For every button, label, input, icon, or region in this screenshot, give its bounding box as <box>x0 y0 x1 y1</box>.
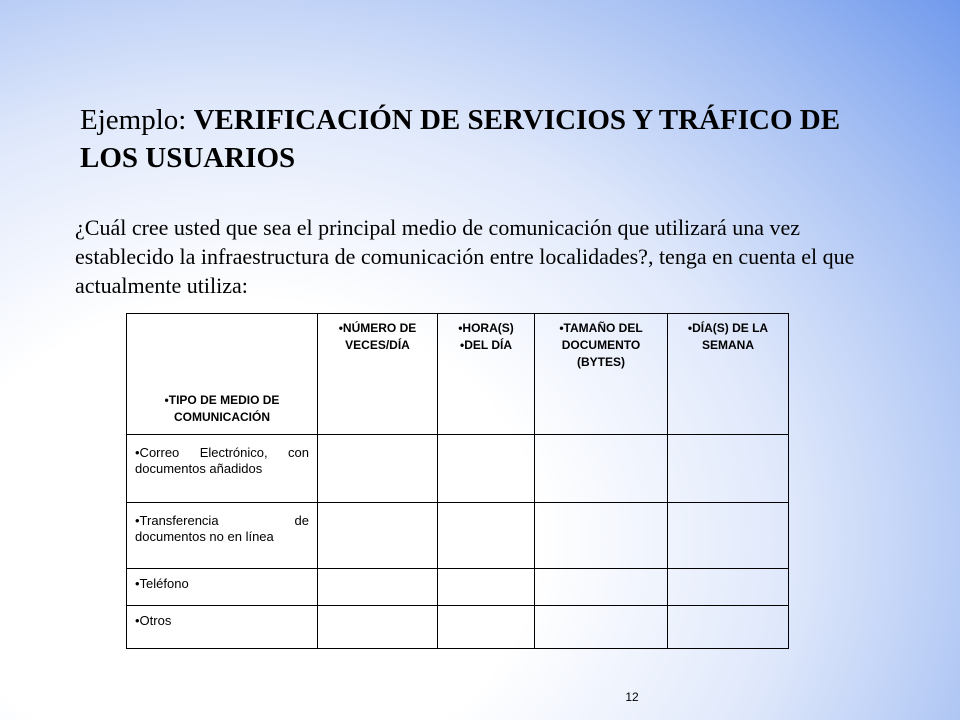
header-numero-veces <box>318 314 438 435</box>
survey-table <box>126 313 789 649</box>
table-cell[interactable] <box>535 569 668 606</box>
title-prefix: Ejemplo: <box>80 104 194 136</box>
table-row <box>127 606 789 649</box>
row-label-telefono: •Teléfono <box>127 569 318 606</box>
header-numero-veces-text: •NÚMERO DE VECES/DÍA <box>338 321 417 352</box>
header-hora-dia <box>438 314 535 435</box>
table-cell[interactable] <box>535 606 668 649</box>
slide-title <box>80 101 880 177</box>
survey-question: ¿Cuál cree usted que sea el principal medio de comunicación que utilizará una vez establecido la infraestructura de comunicación entre localidades?, tenga en cuenta el que actualmente utiliza: <box>75 215 855 298</box>
header-tamano-documento: •TAMAÑO DEL DOCUMENTO (BYTES) <box>535 314 668 435</box>
table-cell[interactable] <box>668 569 789 606</box>
title-main: VERIFICACIÓN DE SERVICIOS Y TRÁFICO DE LOS USUARIOS <box>80 104 841 174</box>
row-label-otros: •Otros <box>127 606 318 649</box>
table-row <box>127 503 789 569</box>
table-cell[interactable] <box>438 435 535 503</box>
table-cell[interactable] <box>438 569 535 606</box>
header-dia-semana: •DÍA(S) DE LA SEMANA <box>668 314 789 435</box>
table-row <box>127 569 789 606</box>
table-cell[interactable] <box>535 503 668 569</box>
header-hora-dia-text: •HORA(S) •DEL DÍA <box>458 321 514 352</box>
header-tipo-medio: •TIPO DE MEDIO DE COMUNICACIÓN <box>127 314 318 435</box>
row-label-transferencia: •Transferencia de documentos no en línea <box>127 503 318 569</box>
page-number: 12 <box>625 690 639 704</box>
table-cell[interactable] <box>438 503 535 569</box>
table-cell[interactable] <box>318 569 438 606</box>
table-header-row <box>127 314 789 435</box>
table-cell[interactable] <box>318 503 438 569</box>
table-cell[interactable] <box>318 606 438 649</box>
table-cell[interactable] <box>535 435 668 503</box>
table-cell[interactable] <box>668 606 789 649</box>
table-cell[interactable] <box>668 435 789 503</box>
row-label-correo: •Correo Electrónico, con documentos añadidos <box>127 435 318 503</box>
table-row <box>127 435 789 503</box>
table-cell[interactable] <box>668 503 789 569</box>
table-cell[interactable] <box>438 606 535 649</box>
table-cell[interactable] <box>318 435 438 503</box>
